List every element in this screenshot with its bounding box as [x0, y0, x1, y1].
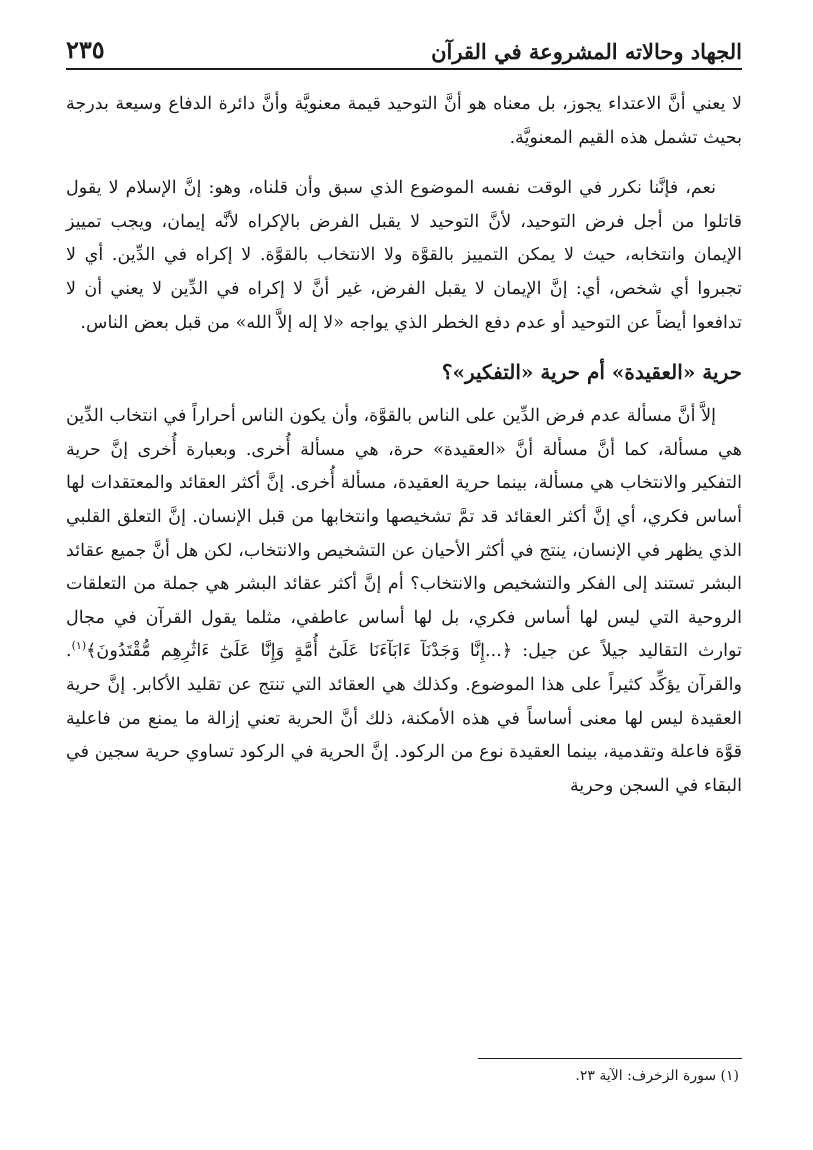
page-header	[66, 28, 742, 64]
footnote-divider	[478, 1058, 742, 1059]
section-heading: حرية «العقيدة» أم حرية «التفكير»؟	[441, 360, 742, 385]
footnote: (١) سورة الزخرف: الآية ٢٣.	[575, 1068, 739, 1084]
paragraph-3	[66, 400, 742, 803]
page-body	[66, 88, 742, 803]
header-divider	[66, 68, 742, 70]
paragraph-3-text: إلاَّ أنَّ مسألة عدم فرض الدِّين على الناس بالقوَّة، وأن يكون الناس أحراراً في انتخاب الدِّين هي مسألة، كما أنَّ مسألة أنَّ «العقيدة» حرة، هي مسألة أُخرى. وبعبارة أُخرى إنَّ حرية التفكير والانتخاب هي مسألة، بينما حرية العقيدة، مسألة أُخرى. إنَّ أكثر العقائد والمعتقدات لها أساس فكري، أي إنَّ أكثر العقائد قد تمَّ تشخيصها وانتخابها من قبل الإنسان. إنَّ التعلق القلبي الذي يظهر في الإنسان، ينتج في أكثر الأحيان عن التشخيص والانتخاب، لكن هل أنَّ جميع عقائد البشر تستند إلى الفكر والتشخيص والانتخاب؟ أم إنَّ أكثر عقائد البشر هي جملة من التعلقات الروحية التي ليس لها أساس فكري، بل لها أساس عاطفي، مثلما يقول القرآن في مجال توارث التقاليد جيلاً عن جيل:	[66, 406, 742, 662]
paragraph-2: نعم، فإنَّنا نكرر في الوقت نفسه الموضوع الذي سبق وأن قلناه، وهو: إنَّ الإسلام لا يقول قاتلوا من أجل فرض التوحيد، لأنَّ التوحيد لا يقبل الفرض بالإكراه لأنَّه إيمان، ويجب تمييز الإيمان وانتخابه، حيث لا يمكن التمييز بالقوَّة ولا الانتخاب بالقوَّة. لا إكراه في الدِّين. أي لا تجبروا أي شخص، أي: إنَّ الإيمان لا يقبل الفرض، غير أنَّ لا إكراه في الدِّين لا يعني أن لا تدافعوا أيضاً عن التوحيد أو عدم دفع الخطر الذي يواجه «لا إله إلاَّ الله» من قبل بعض الناس.	[66, 178, 742, 333]
footnote-reference: (١)	[71, 639, 87, 653]
page-number: ٢٣٥	[66, 35, 105, 64]
paragraph-gap	[66, 155, 742, 172]
paragraph-3-continuation: . والقرآن يؤكِّد كثيراً على هذا الموضوع. وكذلك هي العقائد التي تنتج عن تقليد الأكابر. إنَّ حرية العقيدة ليس لها معنى أساساً في هذه الأمكنة، ذلك أنَّ الحرية تعني إزالة ما يمنع من فاعلية قوَّة فاعلة وتقدمية، بينما العقيدة نوع من الركود. إنَّ الحرية في الركود تساوي حرية سجين في البقاء في السجن وحرية	[66, 641, 742, 796]
running-title: الجهاد وحالاته المشروعة في القرآن	[431, 39, 742, 64]
quran-quote: ﴿...إِنَّا وَجَدْنَآ ءَابَآءَنَا عَلَىٰٓ أُمَّةٍ وَإِنَّا عَلَىٰٓ ءَاثَٰرِهِم مُّقْتَدُونَ﴾	[86, 641, 513, 662]
paragraph-1: لا يعني أنَّ الاعتداء يجوز، بل معناه هو أنَّ التوحيد قيمة معنويَّة وأنَّ دائرة الدفاع وسيعة بدرجة بحيث تشمل هذه القيم المعنويَّة.	[66, 94, 742, 148]
